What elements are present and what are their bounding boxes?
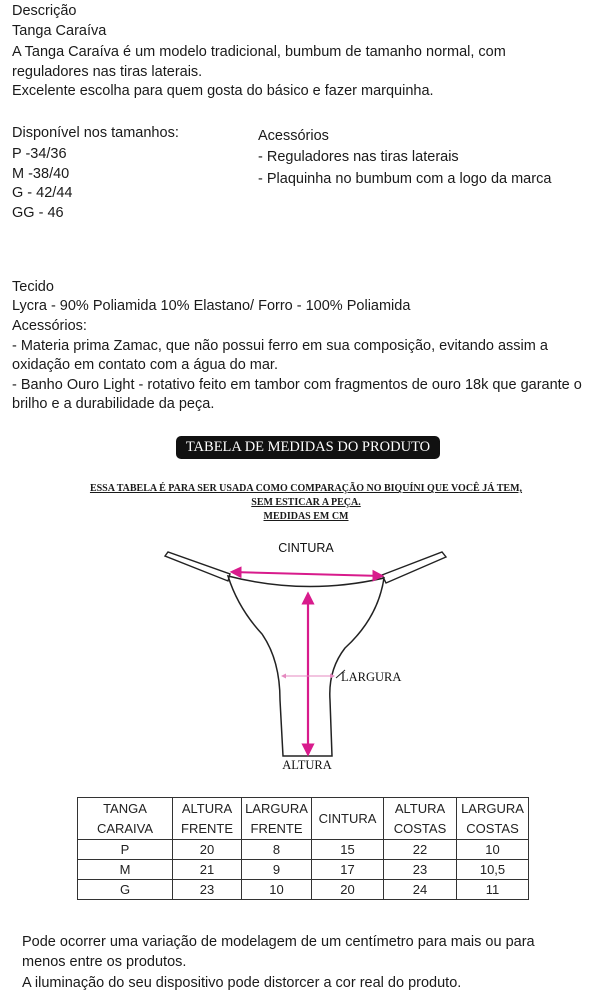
waist-arrow bbox=[232, 572, 382, 576]
table-header-cell: TANGA CARAIVA bbox=[78, 798, 173, 840]
fabric-line-4: brilho e a durabilidade da peça. bbox=[12, 396, 215, 412]
table-cell: 10 bbox=[457, 840, 529, 860]
footer-line-2: menos entre os produtos. bbox=[22, 954, 187, 970]
table-cell: 10,5 bbox=[457, 860, 529, 880]
waist-label: CINTURA bbox=[278, 541, 334, 555]
table-cell: 24 bbox=[384, 880, 457, 900]
table-cell: 20 bbox=[173, 840, 242, 860]
table-row bbox=[78, 840, 529, 860]
accessory-item: - Reguladores nas tiras laterais bbox=[258, 149, 459, 165]
fabric-heading: Tecido bbox=[12, 279, 54, 295]
fabric-line-1: - Materia prima Zamac, que não possui ferro em sua composição, evitando assim a bbox=[12, 338, 548, 354]
bikini-diagram bbox=[0, 530, 600, 775]
sizes-heading: Disponível nos tamanhos: bbox=[12, 125, 179, 141]
table-row bbox=[78, 860, 529, 880]
footer-line-1: Pode ocorrer uma variação de modelagem de um centímetro para mais ou para bbox=[22, 934, 535, 950]
size-item: M -38/40 bbox=[12, 166, 70, 182]
product-name: Tanga Caraíva bbox=[12, 23, 107, 39]
table-header-cell: ALTURA COSTAS bbox=[384, 798, 457, 840]
table-cell: 23 bbox=[173, 880, 242, 900]
table-cell: P bbox=[78, 840, 173, 860]
garment-outline-shape bbox=[228, 576, 384, 756]
table-cell: 21 bbox=[173, 860, 242, 880]
size-item: P -34/36 bbox=[12, 146, 67, 162]
footer-line-3: A iluminação do seu dispositivo pode distorcer a cor real do produto. bbox=[22, 975, 462, 991]
note-line-1: ESSA TABELA É PARA SER USADA COMO COMPARAÇÃO NO BIQUÍNI QUE VOCÊ JÁ TEM, bbox=[89, 483, 523, 494]
table-header-cell: CINTURA bbox=[312, 798, 384, 840]
table-cell: 10 bbox=[242, 880, 312, 900]
accessories-heading: Acessórios bbox=[258, 128, 329, 144]
table-row bbox=[78, 880, 529, 900]
table-cell: 20 bbox=[312, 880, 384, 900]
table-cell: 8 bbox=[242, 840, 312, 860]
size-item: GG - 46 bbox=[12, 205, 64, 221]
note-line-2: SEM ESTICAR A PEÇA. bbox=[251, 497, 361, 508]
measurements-table bbox=[77, 797, 529, 900]
description-heading: Descrição bbox=[12, 3, 77, 19]
table-cell: M bbox=[78, 860, 173, 880]
table-cell: 15 bbox=[312, 840, 384, 860]
table-cell: 17 bbox=[312, 860, 384, 880]
note-line-3: MEDIDAS EM CM bbox=[263, 511, 349, 522]
description-line-3: Excelente escolha para quem gosta do básico e fazer marquinha. bbox=[12, 83, 434, 99]
measure-table-title: TABELA DE MEDIDAS DO PRODUTO bbox=[176, 436, 440, 459]
table-cell: 22 bbox=[384, 840, 457, 860]
left-strap-shape bbox=[165, 552, 230, 581]
fabric-line-2: oxidação em contato com a água do mar. bbox=[12, 357, 278, 373]
description-line-1: A Tanga Caraíva é um modelo tradicional, bumbum de tamanho normal, com bbox=[12, 44, 506, 60]
table-cell: 9 bbox=[242, 860, 312, 880]
size-item: G - 42/44 bbox=[12, 185, 73, 201]
right-strap-shape bbox=[382, 552, 446, 583]
table-cell: 23 bbox=[384, 860, 457, 880]
height-label: ALTURA bbox=[282, 758, 332, 772]
fabric-composition: Lycra - 90% Poliamida 10% Elastano/ Forro - 100% Poliamida bbox=[12, 298, 411, 314]
width-label: LARGURA bbox=[341, 670, 402, 684]
table-cell: G bbox=[78, 880, 173, 900]
fabric-accessories-heading: Acessórios: bbox=[12, 318, 87, 334]
table-cell: 11 bbox=[457, 880, 529, 900]
description-line-2: reguladores nas tiras laterais. bbox=[12, 64, 203, 80]
table-header-cell: ALTURA FRENTE bbox=[173, 798, 242, 840]
table-header-cell: LARGURA COSTAS bbox=[457, 798, 529, 840]
fabric-line-3: - Banho Ouro Light - rotativo feito em tambor com fragmentos de ouro 18k que garante o bbox=[12, 377, 582, 393]
table-header-row bbox=[78, 798, 529, 840]
accessory-item: - Plaquinha no bumbum com a logo da marca bbox=[258, 171, 552, 187]
table-header-cell: LARGURA FRENTE bbox=[242, 798, 312, 840]
